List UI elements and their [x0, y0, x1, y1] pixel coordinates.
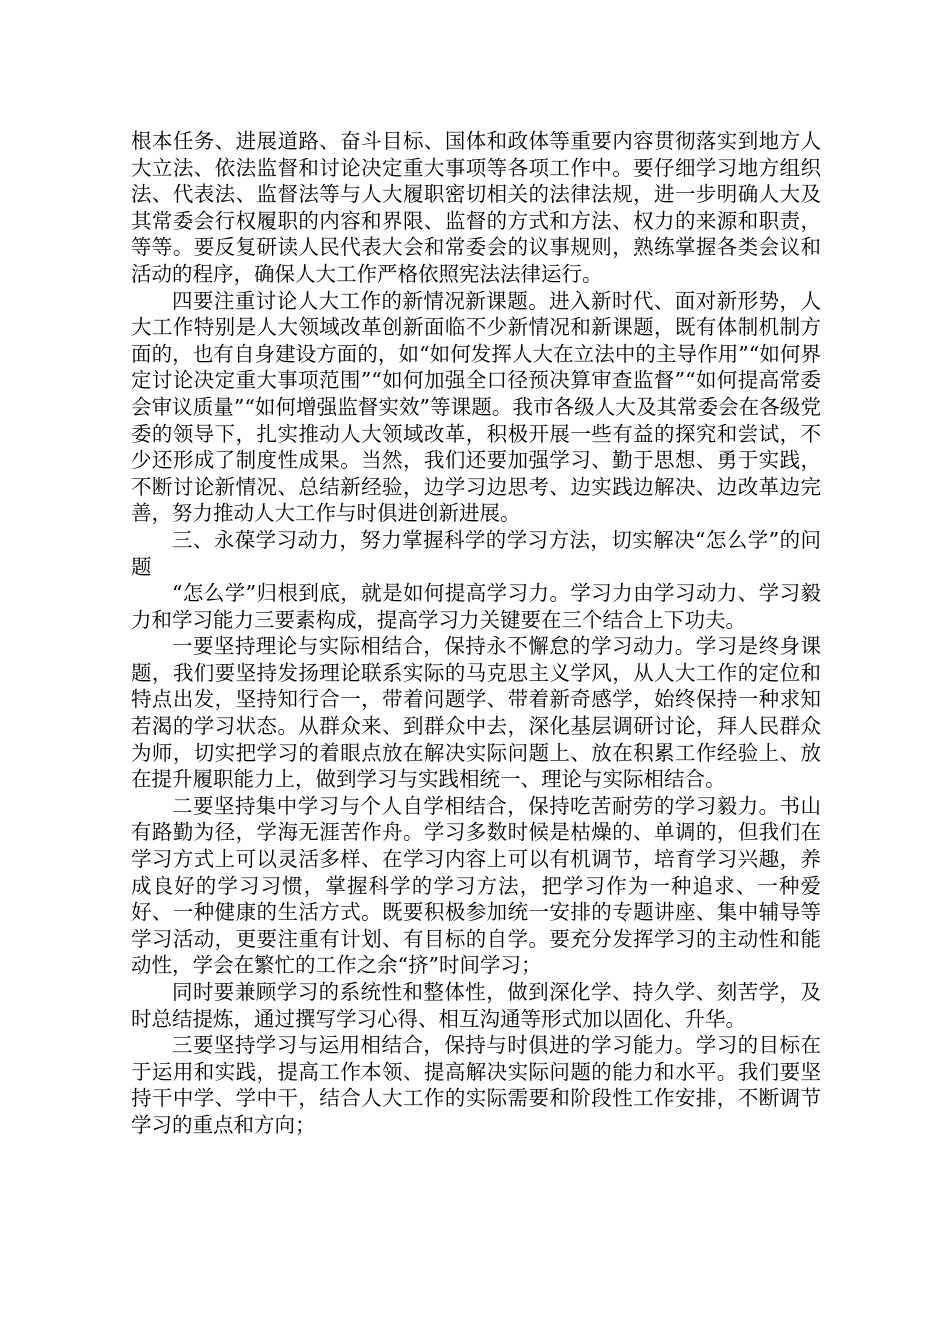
document-body [131, 128, 821, 1139]
paragraph: “怎么学”归根到底，就是如何提高学习力。学习力由学习动力、学习毅力和学习能力三要素构成，提高学习力关键要在三个结合上下功夫。 [131, 581, 821, 632]
paragraph: 四要注重讨论人大工作的新情况新课题。进入新时代、面对新形势，人大工作特别是人大领域改革创新面临不少新情况和新课题，既有体制机制方面的，也有自身建设方面的，如“如何发挥人大在立法中的主导作用”“如何界定讨论决定重大事项范围”“如何加强全口径预决算审查监督”“如何提高常委会审议质量”“如何增强监督实效”等课题。我市各级人大及其常委会在各级党委的领导下，扎实推动人大领域改革，积极开展一些有益的探究和尝试，不少还形成了制度性成果。当然，我们还要加强学习、勤于思想、勇于实践，不断讨论新情况、总结新经验，边学习边思考、边实践边解决、边改革边完善，努力推动人大工作与时俱进创新进展。 [131, 288, 821, 526]
paragraph: 二要坚持集中学习与个人自学相结合，保持吃苦耐劳的学习毅力。书山有路勤为径，学海无涯苦作舟。学习多数时候是枯燥的、单调的，但我们在学习方式上可以灵活多样、在学习内容上可以有机调节，培育学习兴趣，养成良好的学习习惯，掌握科学的学习方法，把学习作为一种追求、一种爱好、一种健康的生活方式。既要积极参加统一安排的专题讲座、集中辅导等学习活动，更要注重有计划、有目标的自学。要充分发挥学习的主动性和能动性，学会在繁忙的工作之余“挤”时间学习； [131, 793, 821, 978]
paragraph: 一要坚持理论与实际相结合，保持永不懈怠的学习动力。学习是终身课题，我们要坚持发扬理论联系实际的马克思主义学风，从人大工作的定位和特点出发，坚持知行合一，带着问题学、带着新奇感学，始终保持一种求知若渴的学习状态。从群众来、到群众中去，深化基层调研讨论，拜人民群众为师，切实把学习的着眼点放在解决实际问题上、放在积累工作经验上、放在提升履职能力上，做到学习与实践相统一、理论与实际相结合。 [131, 634, 821, 792]
section-heading: 三、永葆学习动力，努力掌握科学的学习方法，切实解决“怎么学”的问题 [131, 527, 821, 579]
paragraph: 同时要兼顾学习的系统性和整体性，做到深化学、持久学、刻苦学，及时总结提炼，通过撰写学习心得、相互沟通等形式加以固化、升华。 [131, 980, 821, 1031]
paragraph: 根本任务、进展道路、奋斗目标、国体和政体等重要内容贯彻落实到地方人大立法、依法监督和讨论决定重大事项等各项工作中。要仔细学习地方组织法、代表法、监督法等与人大履职密切相关的法律法规，进一步明确人大及其常委会行权履职的内容和界限、监督的方式和方法、权力的来源和职责，等等。要反复研读人民代表大会和常委会的议事规则，熟练掌握各类会议和活动的程序，确保人大工作严格依照宪法法律运行。 [131, 129, 821, 286]
paragraph: 三要坚持学习与运用相结合，保持与时俱进的学习能力。学习的目标在于运用和实践，提高工作本领、提高解决实际问题的能力和水平。我们要坚持干中学、学中干，结合人大工作的实际需要和阶段性工作安排，不断调节学习的重点和方向； [131, 1033, 821, 1137]
